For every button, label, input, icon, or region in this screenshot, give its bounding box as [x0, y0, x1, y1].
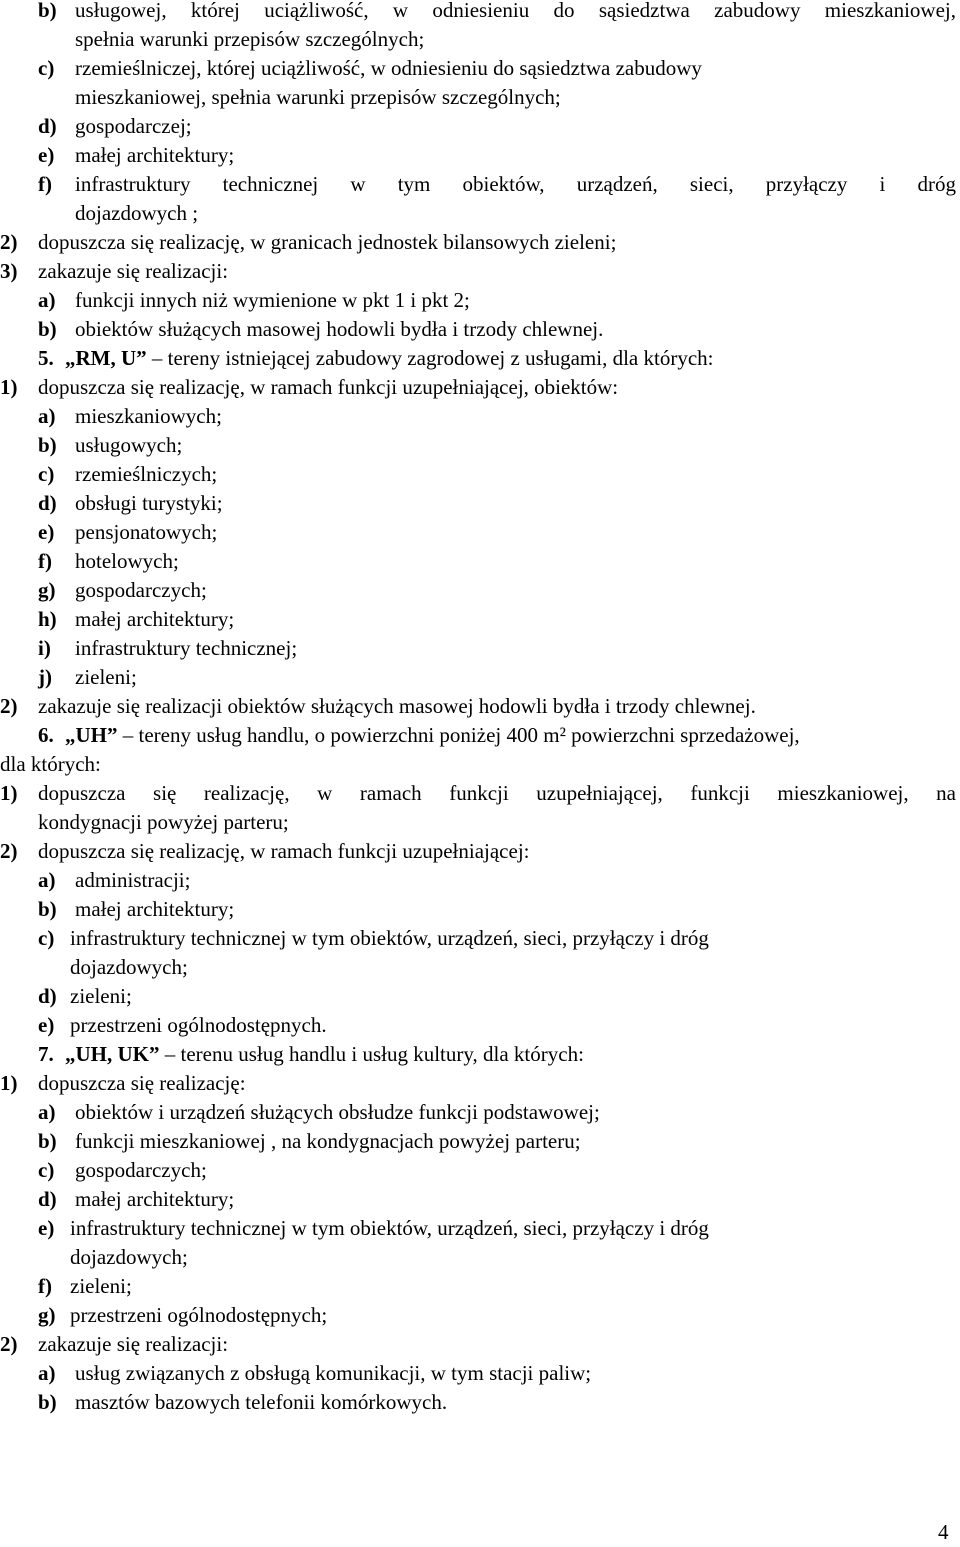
list-text: dojazdowych;	[70, 1245, 188, 1269]
section-description: – tereny usług handlu, o powierzchni poniżej 400 m² powierzchni sprzedażowej,	[122, 723, 800, 747]
list-text: małej architektury;	[75, 1187, 235, 1211]
list-item	[0, 112, 960, 141]
list-text: dopuszcza się realizację, w ramach funkcji uzupełniającej, obiektów:	[38, 375, 619, 399]
list-text: dopuszcza się realizację, w ramach funkcji uzupełniającej:	[38, 839, 530, 863]
list-item	[0, 286, 960, 315]
list-marker: a)	[38, 1361, 56, 1385]
list-item	[0, 663, 960, 692]
list-item	[0, 692, 960, 721]
list-item	[0, 1272, 960, 1301]
list-item	[0, 54, 960, 83]
list-item	[0, 779, 960, 808]
list-item	[0, 489, 960, 518]
list-marker: d)	[38, 491, 57, 515]
list-text: zieleni;	[70, 984, 132, 1008]
list-text: zakazuje się realizacji:	[38, 1332, 229, 1356]
list-item	[0, 1069, 960, 1098]
list-marker: b)	[38, 1390, 57, 1414]
list-text: dla których:	[0, 752, 101, 776]
list-marker: b)	[38, 897, 57, 921]
list-marker: a)	[38, 288, 56, 312]
list-marker: e)	[38, 143, 55, 167]
list-text: zakazuje się realizacji:	[38, 259, 229, 283]
list-marker: h)	[38, 607, 57, 631]
list-item	[0, 1011, 960, 1040]
section-heading-content	[65, 1040, 584, 1069]
list-text: dopuszcza się realizację:	[38, 1071, 246, 1095]
list-item-continuation	[0, 83, 960, 112]
list-marker: b)	[38, 1129, 57, 1153]
list-marker: b)	[38, 433, 57, 457]
list-text: obiektów służących masowej hodowli bydła i trzody chlewnej.	[75, 317, 604, 341]
section-description: – terenu usług handlu i usług kultury, dla których:	[164, 1042, 584, 1066]
list-marker: 2)	[0, 1332, 18, 1356]
list-marker: 1)	[0, 375, 18, 399]
list-marker: c)	[38, 56, 55, 80]
list-marker: 3)	[0, 259, 18, 283]
list-text: mieszkaniowej, spełnia warunki przepisów szczególnych;	[75, 85, 561, 109]
zone-code: „UH”	[65, 723, 118, 747]
list-marker: d)	[38, 984, 57, 1008]
list-marker: c)	[38, 462, 55, 486]
list-item	[0, 634, 960, 663]
list-text: spełnia warunki przepisów szczególnych;	[75, 27, 425, 51]
list-text: zakazuje się realizacji obiektów służących masowej hodowli bydła i trzody chlewnej.	[38, 694, 756, 718]
list-marker: d)	[38, 114, 57, 138]
list-item	[0, 1301, 960, 1330]
section-heading	[0, 344, 960, 373]
page-number: 4	[938, 1520, 949, 1544]
list-text: rzemieślniczej, której uciążliwość, w odniesieniu do sąsiedztwa zabudowy	[75, 56, 702, 80]
section-heading-continuation	[0, 750, 960, 779]
list-item	[0, 518, 960, 547]
list-item	[0, 315, 960, 344]
list-text: administracji;	[75, 868, 191, 892]
list-marker: g)	[38, 1303, 56, 1327]
list-text: usług związanych z obsługą komunikacji, w tym stacji paliw;	[75, 1361, 592, 1385]
list-text: infrastruktury technicznej w tym obiektów, urządzeń, sieci, przyłączy i dróg	[70, 926, 709, 950]
list-item	[0, 982, 960, 1011]
list-item-continuation	[0, 808, 960, 837]
list-text: funkcji mieszkaniowej , na kondygnacjach powyżej parteru;	[75, 1129, 581, 1153]
list-text: kondygnacji powyżej parteru;	[38, 810, 289, 834]
list-marker: a)	[38, 868, 56, 892]
list-text: dopuszcza się realizację, w granicach jednostek bilansowych zieleni;	[38, 230, 617, 254]
section-description: – tereny istniejącej zabudowy zagrodowej z usługami, dla których:	[151, 346, 714, 370]
list-text: hotelowych;	[75, 549, 179, 573]
section-number: 6.	[38, 723, 54, 747]
list-text: obiektów i urządzeń służących obsłudze funkcji podstawowej;	[75, 1100, 600, 1124]
list-text: pensjonatowych;	[75, 520, 218, 544]
section-heading	[0, 721, 960, 750]
list-item	[0, 1098, 960, 1127]
list-text: usługowej, której uciążliwość, w odniesieniu do sąsiedztwa zabudowy mieszkaniowej,	[75, 0, 956, 22]
list-item	[0, 547, 960, 576]
list-marker: j)	[38, 665, 52, 689]
list-text: infrastruktury technicznej w tym obiektów, urządzeń, sieci, przyłączy i dróg	[70, 1216, 709, 1240]
list-text: masztów bazowych telefonii komórkowych.	[75, 1390, 448, 1414]
section-number: 5.	[38, 346, 54, 370]
list-item	[0, 1185, 960, 1214]
list-marker: b)	[38, 317, 57, 341]
list-text: dopuszcza się realizację, w ramach funkcji uzupełniającej, funkcji mieszkaniowej, na	[38, 781, 956, 805]
list-text: dojazdowych ;	[75, 201, 199, 225]
list-item	[0, 1330, 960, 1359]
list-marker: f)	[38, 172, 52, 196]
list-marker: 1)	[0, 781, 18, 805]
list-text: gospodarczej;	[75, 114, 192, 138]
list-text: infrastruktury technicznej;	[75, 636, 298, 660]
list-item	[0, 1359, 960, 1388]
zone-code: „UH, UK”	[65, 1042, 160, 1066]
list-item	[0, 1214, 960, 1243]
list-marker: 2)	[0, 230, 18, 254]
list-item	[0, 0, 960, 25]
list-item	[0, 924, 960, 953]
list-item	[0, 257, 960, 286]
list-item	[0, 431, 960, 460]
list-text: zieleni;	[75, 665, 137, 689]
list-marker: c)	[38, 926, 55, 950]
list-text: gospodarczych;	[75, 1158, 207, 1182]
list-marker: a)	[38, 1100, 56, 1124]
list-marker: 2)	[0, 694, 18, 718]
list-item-continuation	[0, 25, 960, 54]
list-marker: g)	[38, 578, 56, 602]
list-text: obsługi turystyki;	[75, 491, 223, 515]
list-item	[0, 1156, 960, 1185]
list-text: dojazdowych;	[70, 955, 188, 979]
section-heading-content	[65, 721, 800, 750]
section-heading-content	[65, 344, 713, 373]
list-item-continuation	[0, 1243, 960, 1272]
section-number: 7.	[38, 1042, 54, 1066]
list-text: infrastruktury technicznej w tym obiektów, urządzeń, sieci, przyłączy i dróg	[75, 172, 956, 196]
list-text: usługowych;	[75, 433, 183, 457]
list-marker: 1)	[0, 1071, 18, 1095]
list-item	[0, 402, 960, 431]
list-item	[0, 170, 960, 199]
list-text: gospodarczych;	[75, 578, 207, 602]
list-item-continuation	[0, 953, 960, 982]
list-marker: i)	[38, 636, 51, 660]
list-text: małej architektury;	[75, 143, 235, 167]
list-text: zieleni;	[70, 1274, 132, 1298]
list-marker: a)	[38, 404, 56, 428]
list-item	[0, 866, 960, 895]
list-text: małej architektury;	[75, 897, 235, 921]
list-item	[0, 373, 960, 402]
zone-code: „RM, U”	[65, 346, 147, 370]
list-marker: 2)	[0, 839, 18, 863]
list-text: małej architektury;	[75, 607, 235, 631]
list-text: przestrzeni ogólnodostępnych;	[70, 1303, 328, 1327]
section-heading	[0, 1040, 960, 1069]
list-item	[0, 895, 960, 924]
list-item	[0, 141, 960, 170]
list-marker: c)	[38, 1158, 55, 1182]
list-marker: f)	[38, 1274, 52, 1298]
list-item	[0, 1388, 960, 1417]
list-item-continuation	[0, 199, 960, 228]
list-marker: e)	[38, 1216, 55, 1240]
list-item	[0, 460, 960, 489]
list-marker: e)	[38, 1013, 55, 1037]
list-text: przestrzeni ogólnodostępnych.	[70, 1013, 327, 1037]
list-text: mieszkaniowych;	[75, 404, 222, 428]
list-item	[0, 576, 960, 605]
list-text: rzemieślniczych;	[75, 462, 218, 486]
list-item	[0, 837, 960, 866]
list-item	[0, 228, 960, 257]
list-item	[0, 605, 960, 634]
list-marker: b)	[38, 0, 57, 22]
list-marker: d)	[38, 1187, 57, 1211]
list-text: funkcji innych niż wymienione w pkt 1 i pkt 2;	[75, 288, 470, 312]
list-marker: e)	[38, 520, 55, 544]
list-item	[0, 1127, 960, 1156]
list-marker: f)	[38, 549, 52, 573]
